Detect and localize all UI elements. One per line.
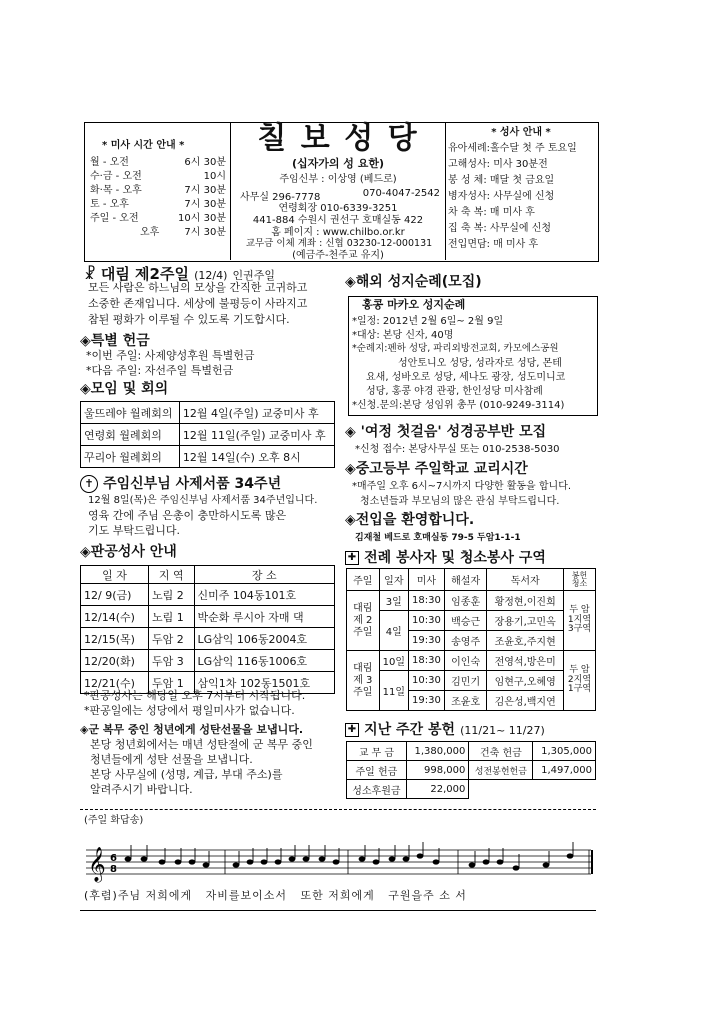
mass-time-cell: 10:30 xyxy=(409,671,445,691)
anniversary-line: 12월 8일(목)은 주임신부님 사제서품 34주년입니다. xyxy=(88,495,318,506)
music-note xyxy=(403,856,410,861)
music-note xyxy=(275,859,282,864)
mass-time-cell: 18:30 xyxy=(409,591,445,611)
sunday-school-line: 청소년들과 부모님의 많은 관심 부탁드립니다. xyxy=(360,496,560,507)
military-title: ◈군 복무 중인 청년에게 성탄선물을 보냅니다. xyxy=(80,723,304,736)
pilgrimage-line: 성안토니오 성당, 성라자로 성당, 몬테 xyxy=(398,358,562,369)
table-cell: 두암 1 xyxy=(149,672,195,694)
table-cell: 삼익1차 102동1501호 xyxy=(194,672,334,694)
offering-label: 주일 헌금 xyxy=(347,761,407,780)
sunday-label: 대림 제 2 주일 xyxy=(347,591,380,651)
treble-clef-icon: 𝄞 xyxy=(88,847,106,882)
military-line: 본당 사무실에 (성명, 계급, 부대 주소)를 xyxy=(90,768,283,781)
servers-heading xyxy=(345,548,546,566)
pilgrimage-line: *신청.문의:본당 성임위 총무 (010-9249-3114) xyxy=(352,400,565,411)
pilgrimage-line: *일정: 2012년 2월 6일~ 2월 9일 xyxy=(352,316,504,327)
bible-study-title: ◈ '여정 첫걸음' 성경공부반 모집 xyxy=(345,424,547,440)
hymn-label: (주일 화답송) xyxy=(84,815,144,826)
music-note xyxy=(567,853,574,858)
district-mass-title: ◈판공성사 안내 xyxy=(80,544,177,560)
offering-empty xyxy=(533,780,596,799)
pilgrimage-line: *순례지:펜하 성당, 파리외방전교회, 카모에스공원 xyxy=(352,343,559,354)
music-note xyxy=(203,862,210,867)
meetings-table xyxy=(80,401,335,468)
sunday-label: 대림 제 3 주일 xyxy=(347,651,380,711)
district-note: *판공일에는 성당에서 평일미사가 없습니다. xyxy=(84,704,295,717)
col-header: 일자 xyxy=(379,569,408,591)
sacrament-title: * 성사 안내 * xyxy=(491,127,551,138)
sacrament-item: 고해성사: 미사 30분전 xyxy=(448,159,548,170)
advent-title: 대림 제2주일 xyxy=(100,265,189,283)
reader-cell: 전영석,방은미 xyxy=(487,651,564,671)
advent-line: 참된 평화가 이루될 수 있도록 기도합시다. xyxy=(88,313,290,326)
mass-time-title: * 미사 시간 안내 * xyxy=(102,140,185,151)
offering-amount: 22,000 xyxy=(406,780,469,799)
music-note xyxy=(303,856,310,861)
district-note: *판공성사는 해당일 오후 7시부터 시작됩니다. xyxy=(84,689,306,702)
col-header: 해설자 xyxy=(444,569,487,591)
offering-table xyxy=(346,741,596,799)
church-subtitle: (십자가의 성 요한) xyxy=(291,157,385,170)
music-note xyxy=(373,859,380,864)
music-note xyxy=(159,859,166,864)
music-note xyxy=(261,859,268,864)
meeting-name: 연령회 월례회의 xyxy=(81,424,180,446)
mass-time-cell: 19:30 xyxy=(409,691,445,711)
col-header: 독서자 xyxy=(487,569,564,591)
reader-cell: 장용기,고민옥 xyxy=(487,611,564,631)
date-cell: 10일 xyxy=(379,651,408,671)
col-header: 장 소 xyxy=(194,566,334,584)
mass-time-cell: 18:30 xyxy=(409,651,445,671)
advent-date: (12/4) xyxy=(194,269,228,282)
col-header: 미사 xyxy=(409,569,445,591)
anniversary-heading xyxy=(80,474,281,493)
col-header: 일 자 xyxy=(81,566,149,584)
reader-cell: 임현구,오혜영 xyxy=(487,671,564,691)
commentator-cell: 임종훈 xyxy=(444,591,487,611)
music-note xyxy=(189,859,196,864)
table-cell: 두암 3 xyxy=(149,650,195,672)
offering-amount: 998,000 xyxy=(406,761,469,780)
sacrament-item: 전입면담: 매 미사 후 xyxy=(448,239,539,250)
pilgrimage-title: ◈해외 성지순례(모집) xyxy=(345,274,482,290)
sunday-school-title: ◈중고등부 주일학교 교리시간 xyxy=(345,461,528,477)
servers-table xyxy=(346,568,596,711)
music-note xyxy=(247,859,254,864)
date-cell: 3일 xyxy=(379,591,408,611)
meeting-time: 12월 4일(주일) 교중미사 후 xyxy=(179,402,334,424)
offering-empty xyxy=(469,780,533,799)
sunday-school-line: *매주일 오후 6시~7시까지 다양한 활동을 합니다. xyxy=(352,481,572,492)
church-name: 칠 보 성 당 xyxy=(257,121,419,156)
hymn-lyrics: (후렴)주님 저희에게 자비를보이소서 또한 저희에게 구원을주 소 서 xyxy=(84,889,467,902)
col-header: 봉헌 청소 xyxy=(563,569,595,591)
pilgrimage-line: *대상: 본당 신자, 40명 xyxy=(352,330,454,341)
address: 441-884 수원시 권선구 호매실동 422 xyxy=(252,215,424,226)
anniversary-body xyxy=(88,495,317,540)
bank-note: (예금주-천주교 유지) xyxy=(292,250,384,261)
cross-box-icon: ✚ xyxy=(345,723,359,737)
advent-theme: 인권주일 xyxy=(232,269,275,282)
mass-row: 수·금 - 오전 10시 xyxy=(90,171,226,182)
district-mass-table xyxy=(80,565,335,694)
welcome-line: 김재철 베드로 호매실동 79-5 두암1-1-1 xyxy=(355,533,521,543)
cleaning-cell: 두 암 2지역 1구역 xyxy=(563,651,595,711)
sacrament-item: 차 축 복: 매 미사 후 xyxy=(448,207,535,218)
commentator-cell: 이인숙 xyxy=(444,651,487,671)
table-cell: LG삼익 116동1006호 xyxy=(194,650,334,672)
table-cell: 노림 2 xyxy=(149,584,195,606)
office-phones xyxy=(240,188,440,203)
table-cell: 박순화 루시아 자매 댁 xyxy=(194,606,334,628)
hymn-top-rule xyxy=(80,809,596,810)
time-signature: 6 xyxy=(110,853,117,864)
table-cell: 12/20(화) xyxy=(81,650,149,672)
table-cell: 신미주 104동101호 xyxy=(194,584,334,606)
bank-account: 교무금 이체 계좌 : 신협 03230-12-000131 xyxy=(245,238,433,249)
hymn-staff xyxy=(86,838,596,890)
sacrament-item: 병자성사: 사무실에 신청 xyxy=(448,191,555,202)
chi-rho-icon: ☧ xyxy=(84,265,96,283)
sacrament-item: 집 축 복: 사무실에 신청 xyxy=(448,223,552,234)
special-offering-body xyxy=(86,350,254,380)
president-phone: 연령회장 010-6339-3251 xyxy=(278,203,398,214)
music-note xyxy=(175,859,182,864)
commentator-cell: 조윤호 xyxy=(444,691,487,711)
mass-time-list xyxy=(90,157,226,241)
mass-time-cell: 19:30 xyxy=(409,631,445,651)
offering-amount: 1,380,000 xyxy=(406,742,469,761)
homepage[interactable]: 홈 페이지 : www.chilbo.or.kr xyxy=(271,227,405,238)
servers-title: 전례 봉사자 및 청소봉사 구역 xyxy=(364,550,546,566)
music-note xyxy=(319,856,326,861)
commentator-cell: 송영주 xyxy=(444,631,487,651)
pilgrimage-line: 요새, 성바오로 성당, 세나도 광장, 성도미니코 xyxy=(366,372,566,383)
district-mass-notes xyxy=(84,690,305,720)
music-note xyxy=(543,862,550,867)
commentator-cell: 김민기 xyxy=(444,671,487,691)
music-note xyxy=(433,859,440,864)
music-note xyxy=(233,862,240,867)
offering-title: 지난 주간 봉헌 xyxy=(364,722,455,738)
time-signature: 8 xyxy=(110,864,117,875)
table-cell: 12/21(수) xyxy=(81,672,149,694)
special-offering-line: *이번 주일: 사제양성후원 특별헌금 xyxy=(86,349,255,362)
music-note xyxy=(483,859,490,864)
meeting-name: 꾸리아 월례회의 xyxy=(81,446,180,468)
music-note xyxy=(417,853,424,858)
meeting-time: 12월 14일(수) 오후 8시 xyxy=(179,446,334,468)
table-cell: 12/14(수) xyxy=(81,606,149,628)
music-note xyxy=(289,856,296,861)
offering-label: 건축 헌금 xyxy=(469,742,533,761)
special-offering-line: *다음 주일: 자선주일 특별헌금 xyxy=(86,364,234,377)
commentator-cell: 백승근 xyxy=(444,611,487,631)
music-note xyxy=(125,856,132,861)
reader-cell: 황정현,이진희 xyxy=(487,591,564,611)
anniversary-title: 주임신부님 사제서품 34주년 xyxy=(103,476,282,492)
table-cell: 12/15(목) xyxy=(81,628,149,650)
header-divider-right xyxy=(445,122,446,260)
date-cell: 11일 xyxy=(379,671,408,711)
anniversary-line: 영육 간에 주님 은총이 충만하시도록 많은 xyxy=(88,509,287,522)
col-header: 지 역 xyxy=(149,566,195,584)
military-line: 청년들에게 성탄 선물을 보냅니다. xyxy=(90,753,253,766)
music-note xyxy=(389,856,396,861)
music-note xyxy=(469,862,476,867)
table-cell: 노림 1 xyxy=(149,606,195,628)
offering-label: 성전봉헌헌금 xyxy=(469,761,533,780)
cleaning-cell: 두 암 1지역 3구역 xyxy=(563,591,595,651)
advent-line: 모든 사람은 하느님의 모상을 간직한 고귀하고 xyxy=(88,281,308,294)
mass-row: 오후 7시 30분 xyxy=(140,227,226,238)
table-cell: 두암 2 xyxy=(149,628,195,650)
advent-line: 소중한 존재입니다. 세상에 불평등이 사라지고 xyxy=(88,297,308,310)
pilgrimage-details xyxy=(352,316,565,414)
music-note xyxy=(333,859,340,864)
military-line: 본당 청년회에서는 매년 성탄절에 군 복무 중인 xyxy=(90,738,313,751)
col-header: 주일 xyxy=(347,569,380,591)
office-phone-2: 070-4047-2542 xyxy=(362,188,440,199)
music-note xyxy=(359,856,366,861)
cross-box-icon: ✚ xyxy=(345,551,359,565)
reader-cell: 김은성,백지연 xyxy=(487,691,564,711)
priest-emblem-icon: ✝ xyxy=(80,475,98,493)
table-cell: 12/ 9(금) xyxy=(81,584,149,606)
music-note xyxy=(497,859,504,864)
pilgrimage-line: 성당, 홍콩 야경 관광, 한인성당 미사참례 xyxy=(366,386,543,397)
mass-row: 화·목 - 오후 7시 30분 xyxy=(90,185,226,196)
meeting-time: 12월 11일(주일) 교중미사 후 xyxy=(179,424,334,446)
meeting-name: 울뜨레야 월례회의 xyxy=(81,402,180,424)
offering-label: 교 무 금 xyxy=(347,742,407,761)
sacrament-item: 유아세례:홀수달 첫 주 토요일 xyxy=(448,143,577,154)
sacrament-list xyxy=(448,143,577,255)
mass-row: 주일 - 오전 10시 30분 xyxy=(90,213,226,224)
offering-period: (11/21~ 11/27) xyxy=(460,724,545,737)
sunday-school-body xyxy=(352,481,571,511)
date-cell: 4일 xyxy=(379,611,408,651)
table-cell: LG삼익 106동2004호 xyxy=(194,628,334,650)
special-offering-title: ◈특별 헌금 xyxy=(80,333,150,349)
meetings-title: ◈모임 및 회의 xyxy=(80,381,169,397)
reader-cell: 조윤호,주지현 xyxy=(487,631,564,651)
music-note xyxy=(141,856,148,861)
military-notice xyxy=(80,724,313,799)
mass-time-cell: 10:30 xyxy=(409,611,445,631)
offering-amount: 1,305,000 xyxy=(533,742,596,761)
advent-body xyxy=(88,282,307,330)
bible-study-line: *신청 접수: 본당사무실 또는 010-2538-5030 xyxy=(355,444,560,455)
sacrament-item: 봉 성 체: 매달 첫 금요일 xyxy=(448,175,555,186)
offering-heading xyxy=(345,720,545,738)
hymn-bottom-rule xyxy=(80,910,596,911)
pastor: 주임신부 : 이상영 (베드로) xyxy=(279,174,397,185)
pilgrimage-box-title: 홍콩 마카오 성지순례 xyxy=(362,298,466,311)
military-line: 알려주시기 바랍니다. xyxy=(90,783,193,796)
music-note xyxy=(513,865,520,870)
offering-amount: 1,497,000 xyxy=(533,761,596,780)
mass-row: 토 - 오후 7시 30분 xyxy=(90,199,226,210)
offering-label: 성소후원금 xyxy=(347,780,407,799)
mass-row: 월 - 오전 6시 30분 xyxy=(90,157,226,168)
header-divider-left xyxy=(230,122,231,260)
welcome-title: ◈전입을 환영합니다. xyxy=(345,512,475,528)
office-phone: 사무실 296-7778 xyxy=(240,192,321,203)
anniversary-line: 기도 부탁드립니다. xyxy=(88,524,181,537)
